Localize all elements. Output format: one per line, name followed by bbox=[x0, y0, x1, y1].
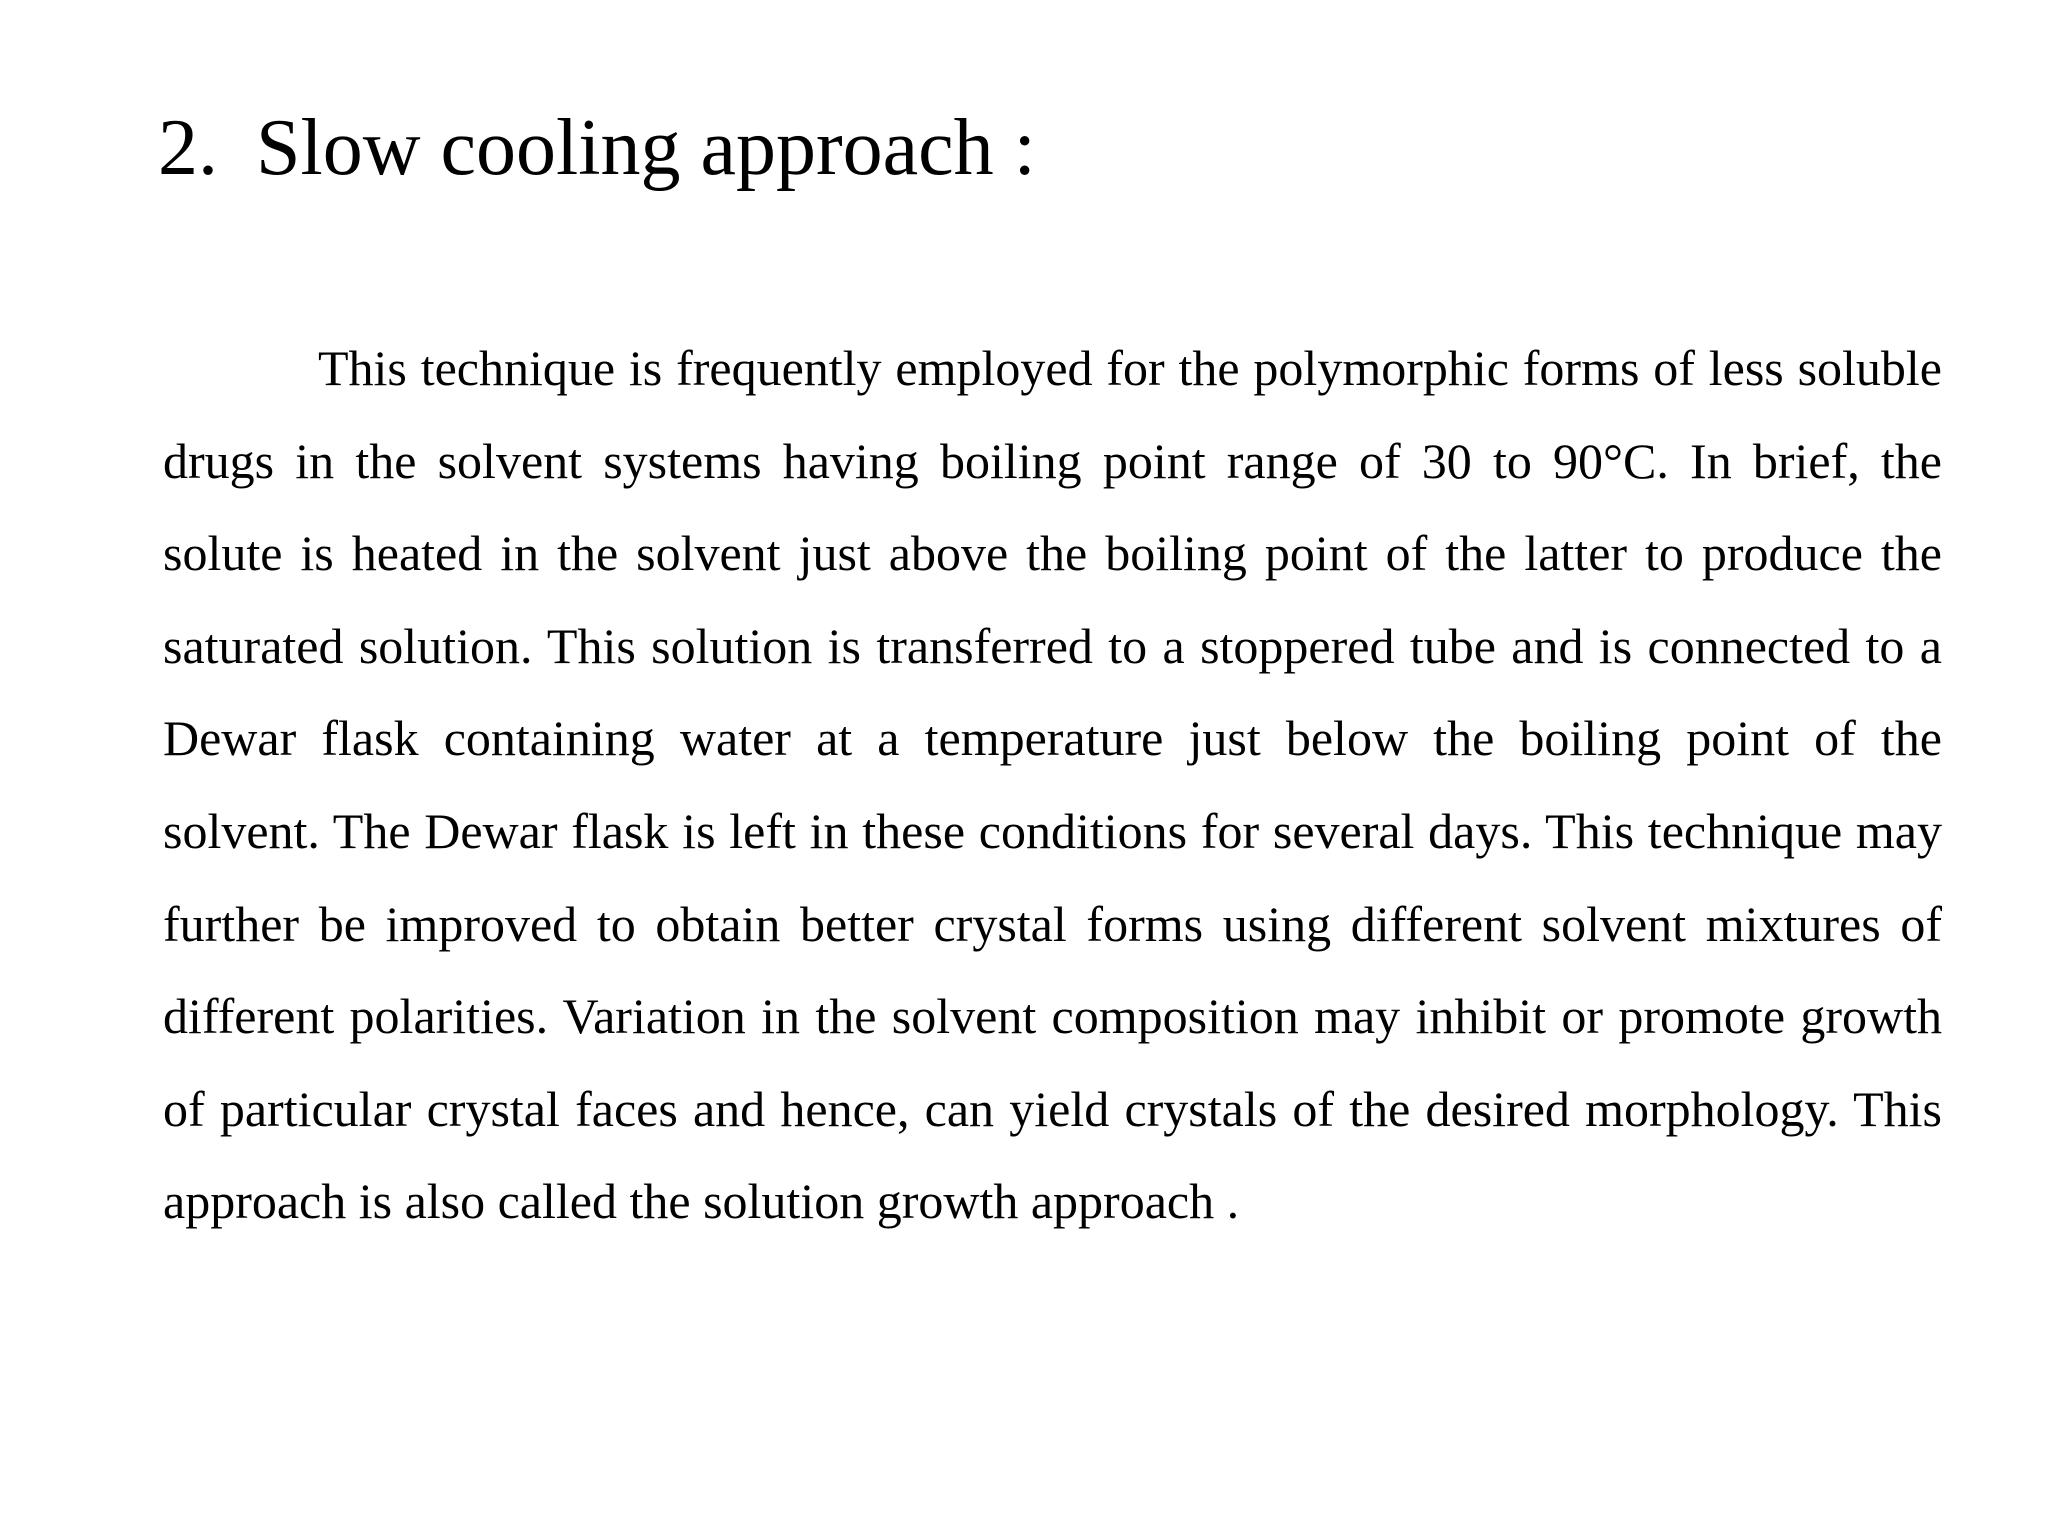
body-paragraph: This technique is frequently employed for the polymorphic forms of less soluble drugs in the solvent systems having boiling point range of 30 to 90°C. In brief, the solute is heated in the solvent just above the boiling point of the latter to produce the saturated solution. This solution is transferred to a stoppered tube and is connected to a Dewar flask containing water at a temperature just below the boiling point of the solvent. The Dewar flask is left in these conditions for several days. This technique may further be improved to obtain better crystal forms using different solvent mixtures of different polarities. Variation in the solvent composition may inhibit or promote growth of particular crystal faces and hence, can yield crystals of the desired morphology. This approach is also called the solution growth approach . bbox=[163, 340, 1942, 1230]
page-title bbox=[158, 100, 1036, 196]
heading-title: Slow cooling approach : bbox=[256, 104, 1036, 192]
heading-number: 2. bbox=[158, 104, 218, 192]
